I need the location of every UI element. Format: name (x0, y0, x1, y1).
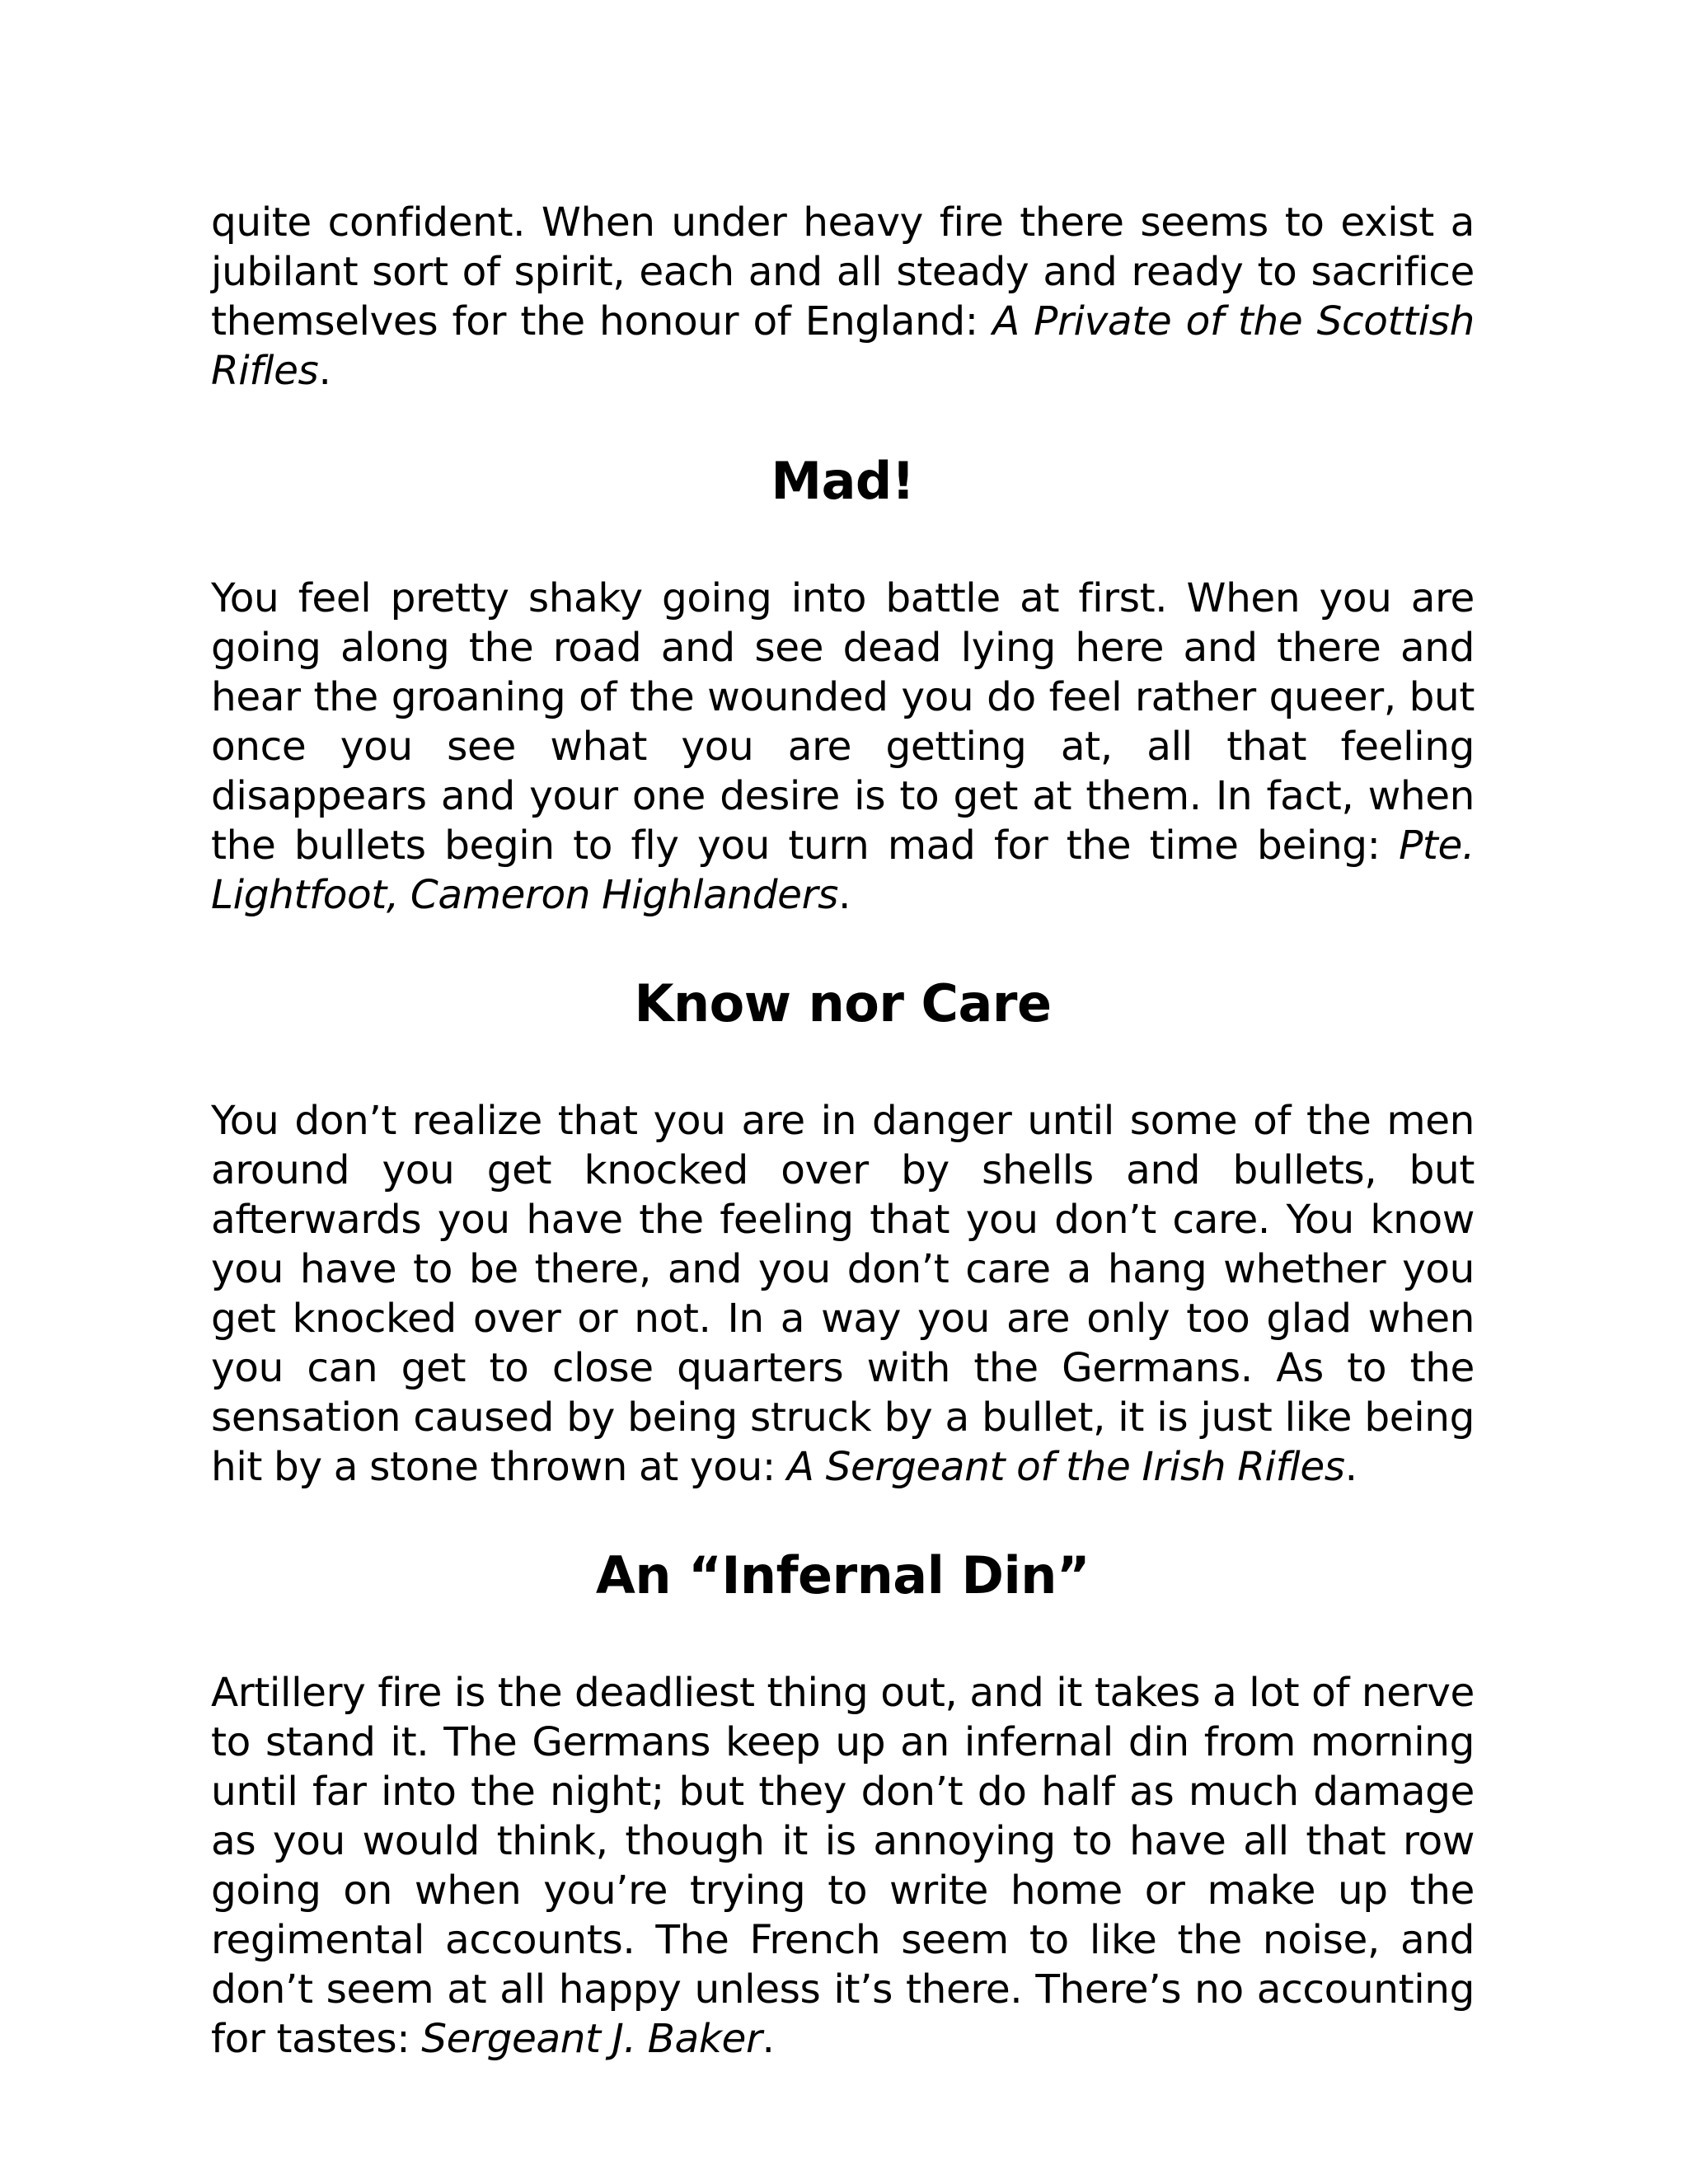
section-heading-know-nor-care: Know nor Care (634, 973, 1052, 1033)
section-heading-mad: Mad! (771, 451, 915, 511)
paragraph-mad (211, 574, 1475, 920)
document-page (211, 198, 1475, 2064)
paragraph-scottish-rifles (211, 198, 1475, 396)
paragraph-text: quite confident. When under heavy fire there seems to exist a jubilant sort of spirit, each and all steady and ready to sacrifice themselves for the honour of England: (211, 199, 1475, 344)
attribution: Pte. Lightfoot, Cameron Highlanders (211, 823, 1475, 918)
paragraph-end: . (1344, 1444, 1357, 1490)
paragraph-text: You feel pretty shaky going into battle at first. When you are going along the road and see dead lying here and there and hear the groaning of the wounded you do feel rather queer, but once you see what you are getting at, all that feeling disappears and your one desire is to get at them. In fact, when the bullets begin to fly you turn mad for the time being: (211, 575, 1475, 869)
paragraph-text: You don’t realize that you are in danger until some of the men around you get knocked over by shells and bullets, but afterwards you have the feeling that you don’t care. You know you have to be there, and you don’t care a hang whether you get knocked over or not. In a way you are only too glad when you can get to close quarters with the Germans. As to the sensation caused by being struck by a bullet, it is just like being hit by a stone thrown at you: (211, 1098, 1475, 1490)
paragraph-end: . (318, 348, 331, 394)
attribution: Sergeant J. Baker (421, 2016, 762, 2062)
paragraph-infernal-din (211, 1668, 1475, 2064)
paragraph-end: . (762, 2016, 775, 2062)
section-heading-infernal-din: An “Infernal Din” (595, 1545, 1090, 1605)
attribution: A Sergeant of the Irish Rifles (786, 1444, 1345, 1490)
paragraph-text: Artillery fire is the deadliest thing out, and it takes a lot of nerve to stand it. The Germans keep up an infernal din from morning until far into the night; but they don’t do half as much damage as you would think, though it is annoying to have all that row going on when you’re trying to write home or make up the regimental accounts. The French seem to like the noise, and don’t seem at all happy unless it’s there. There’s no accounting for tastes: (211, 1670, 1475, 2062)
paragraph-know-nor-care (211, 1096, 1475, 1492)
attribution: A Private of the Scottish Rifles (211, 298, 1475, 394)
paragraph-end: . (837, 872, 851, 918)
